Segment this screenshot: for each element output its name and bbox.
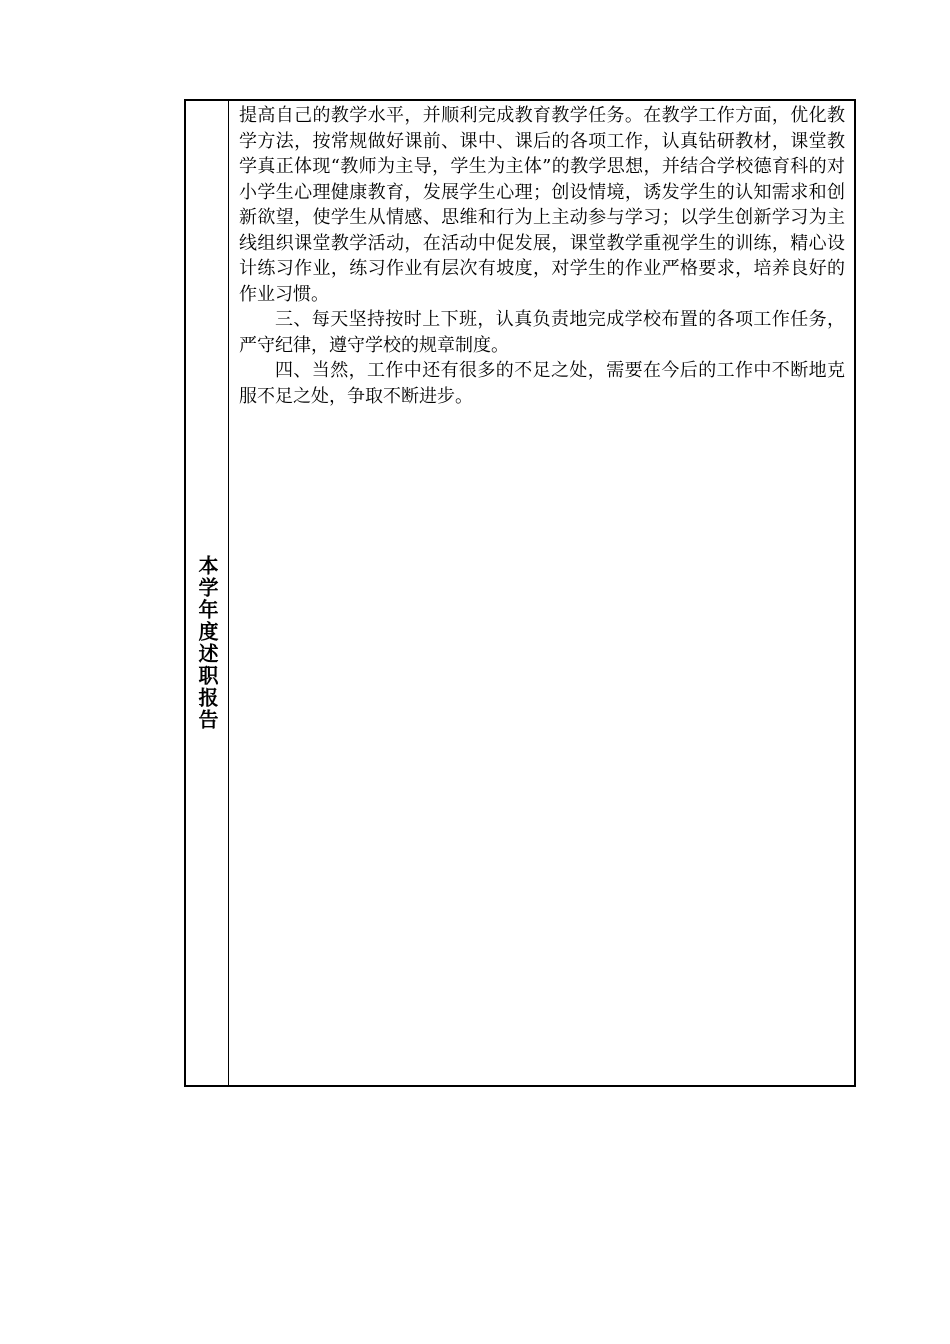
paragraph-three: 三、每天坚持按时上下班，认真负责地完成学校布置的各项工作任务，严守纪律，遵守学校的规章制度。 — [239, 309, 845, 356]
paragraph-continued: 提高自己的教学水平，并顺利完成教育教学任务。在教学工作方面，优化教学方法，按常规做好课前、课中、课后的各项工作，认真钻研教材，课堂教学真正体现“教师为主导，学生为主体”的教学思想，并结合学校德育科的对小学生心理健康教育，发展学生心理；创设情境，诱发学生的认知需求和创新欲望，使学生从情感、思维和行为上主动参与学习；以学生创新学习为主线组织课堂教学活动，在活动中促发展，课堂教学重视学生的训练，精心设计练习作业，练习作业有层次有坡度，对学生的作业严格要求，培养良好的作业习惯。 — [239, 105, 845, 305]
report-table — [184, 99, 856, 1087]
content-cell — [229, 101, 854, 1085]
section-label: 本学年度述职报告 — [195, 555, 219, 731]
label-cell — [186, 101, 229, 1085]
paragraph-four: 四、当然，工作中还有很多的不足之处，需要在今后的工作中不断地克服不足之处，争取不断进步。 — [239, 360, 845, 407]
